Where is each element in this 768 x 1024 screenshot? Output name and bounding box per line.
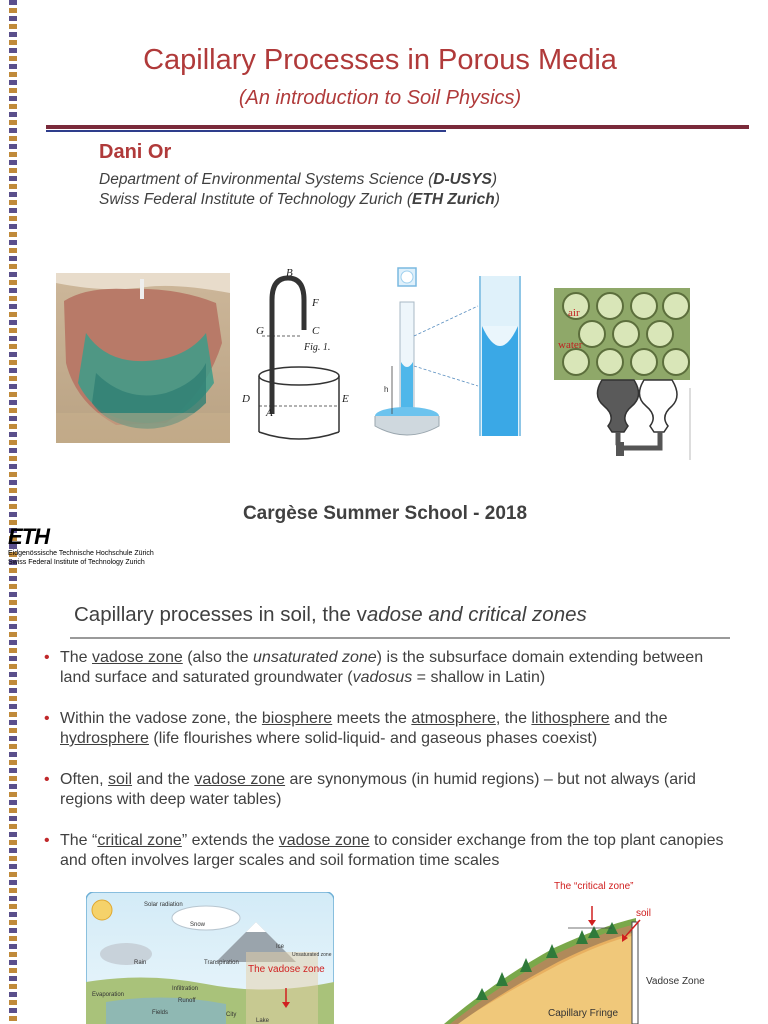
city-label: City [226, 1012, 237, 1018]
soil-dye-photo [56, 273, 230, 443]
label-a: A [266, 407, 273, 419]
bullet-text: atmosphere [411, 710, 496, 727]
title-rule [46, 125, 749, 129]
summer-school-label: Cargèse Summer School - 2018 [242, 503, 528, 524]
bullet-text: = shallow in Latin) [412, 669, 546, 686]
bullet-item [44, 831, 734, 871]
label-b: B [286, 267, 293, 279]
bullet-text: are synonymous (in humid regions) – but not always (arid regions with deep water tables) [60, 771, 696, 808]
slide-subtitle: (An introduction to Soil Physics) [238, 87, 522, 109]
capillary-rise-diagram [370, 266, 530, 442]
runoff-label: Runoff [178, 998, 196, 1004]
bullet-text: meets the [332, 710, 412, 727]
bullet-text: ” extends the [181, 832, 279, 849]
bullet-text: hydrosphere [60, 730, 149, 747]
bullet-text: vadosus [352, 669, 413, 686]
bullet-text: (life flourishes where solid-liquid- and gaseous phases coexist) [148, 730, 598, 747]
eth-logo-text: Eidgenössische Technische Hochschule Zürich Swiss Federal Institute of Technology Zurich [8, 550, 154, 566]
bullet-item [44, 709, 734, 749]
ice-label: Ice [276, 944, 285, 950]
rain-label: Rain [134, 960, 147, 966]
bullet-text: lithosphere [531, 710, 610, 727]
bullet-text: biosphere [261, 710, 333, 727]
solar-label: Solar radiation [144, 902, 183, 908]
bullet-text: to consider exchange from the top plant canopies and often involves larger scales and soil formation time scales [60, 832, 724, 869]
bullet-text: unsaturated zone [253, 649, 377, 666]
capillary-apparatus-drawing [236, 264, 356, 448]
critical-zone-label: The “critical zone” [554, 881, 634, 892]
slide-gap [0, 0, 768, 2]
slide-title: Capillary Processes in Porous Media [143, 44, 617, 76]
soil-label: soil [636, 908, 652, 919]
bullet-text: vadose zone [92, 649, 183, 666]
bullet-text: and the [132, 771, 195, 788]
vadose-zone-label: Vadose Zone [646, 976, 705, 987]
evaporation-label: Evaporation [92, 992, 125, 998]
label-h: h [384, 385, 389, 394]
bullet-text: (also the [182, 649, 254, 666]
bullet-item [44, 648, 734, 688]
bullet-list [44, 648, 734, 892]
title-rule-accent [46, 130, 446, 132]
label-fig: Fig. 1. [304, 342, 331, 353]
label-air: air [568, 307, 580, 319]
hillslope-zone-diagram [436, 876, 726, 1024]
fields-label: Fields [152, 1010, 169, 1016]
bullet-text: ) is the subsurface domain extending between land surface and saturated groundwater ( [60, 649, 704, 686]
label-c: C [312, 325, 320, 337]
snow-label: Snow [190, 922, 206, 928]
label-d: D [242, 393, 250, 405]
section-title: Capillary processes in soil, the vadose and critical zones [74, 603, 587, 626]
unsat-label: Unsaturated zone [292, 952, 332, 958]
author-name: Dani Or [99, 141, 172, 163]
bullet-text: and the [609, 710, 668, 727]
vadose-label: The vadose zone [248, 964, 325, 975]
decorative-dot-border [9, 0, 17, 1024]
bullet-text: vadose zone [194, 771, 286, 788]
bullet-text: , the [495, 710, 532, 727]
lake-label: Lake [256, 1018, 270, 1024]
bullet-text: Often, [60, 771, 109, 788]
bullet-text: Within the vadose zone, the [60, 710, 262, 727]
capillary-fringe-label: Capillary Fringe [548, 1008, 619, 1019]
bullet-text: critical zone [97, 832, 182, 849]
bullet-text: The [60, 649, 93, 666]
infiltration-label: Infiltration [172, 986, 199, 992]
label-g: G [256, 325, 264, 337]
bullet-text: soil [108, 771, 133, 788]
bullet-item [44, 770, 734, 810]
transpiration-label: Transpiration [204, 960, 239, 966]
water-cycle-diagram [86, 892, 334, 1024]
label-e: E [342, 393, 349, 405]
eth-logo: ETH [8, 524, 49, 549]
author-affiliation: Department of Environmental Systems Science (D-USYS) Swiss Federal Institute of Technology Zurich (ETH Zurich) [99, 171, 500, 208]
section-title-rule [70, 637, 730, 639]
label-f: F [312, 297, 319, 309]
pore-network-diagram [552, 288, 692, 462]
label-water: water [558, 339, 583, 351]
bullet-text: The “ [60, 832, 98, 849]
bullet-text: vadose zone [278, 832, 370, 849]
